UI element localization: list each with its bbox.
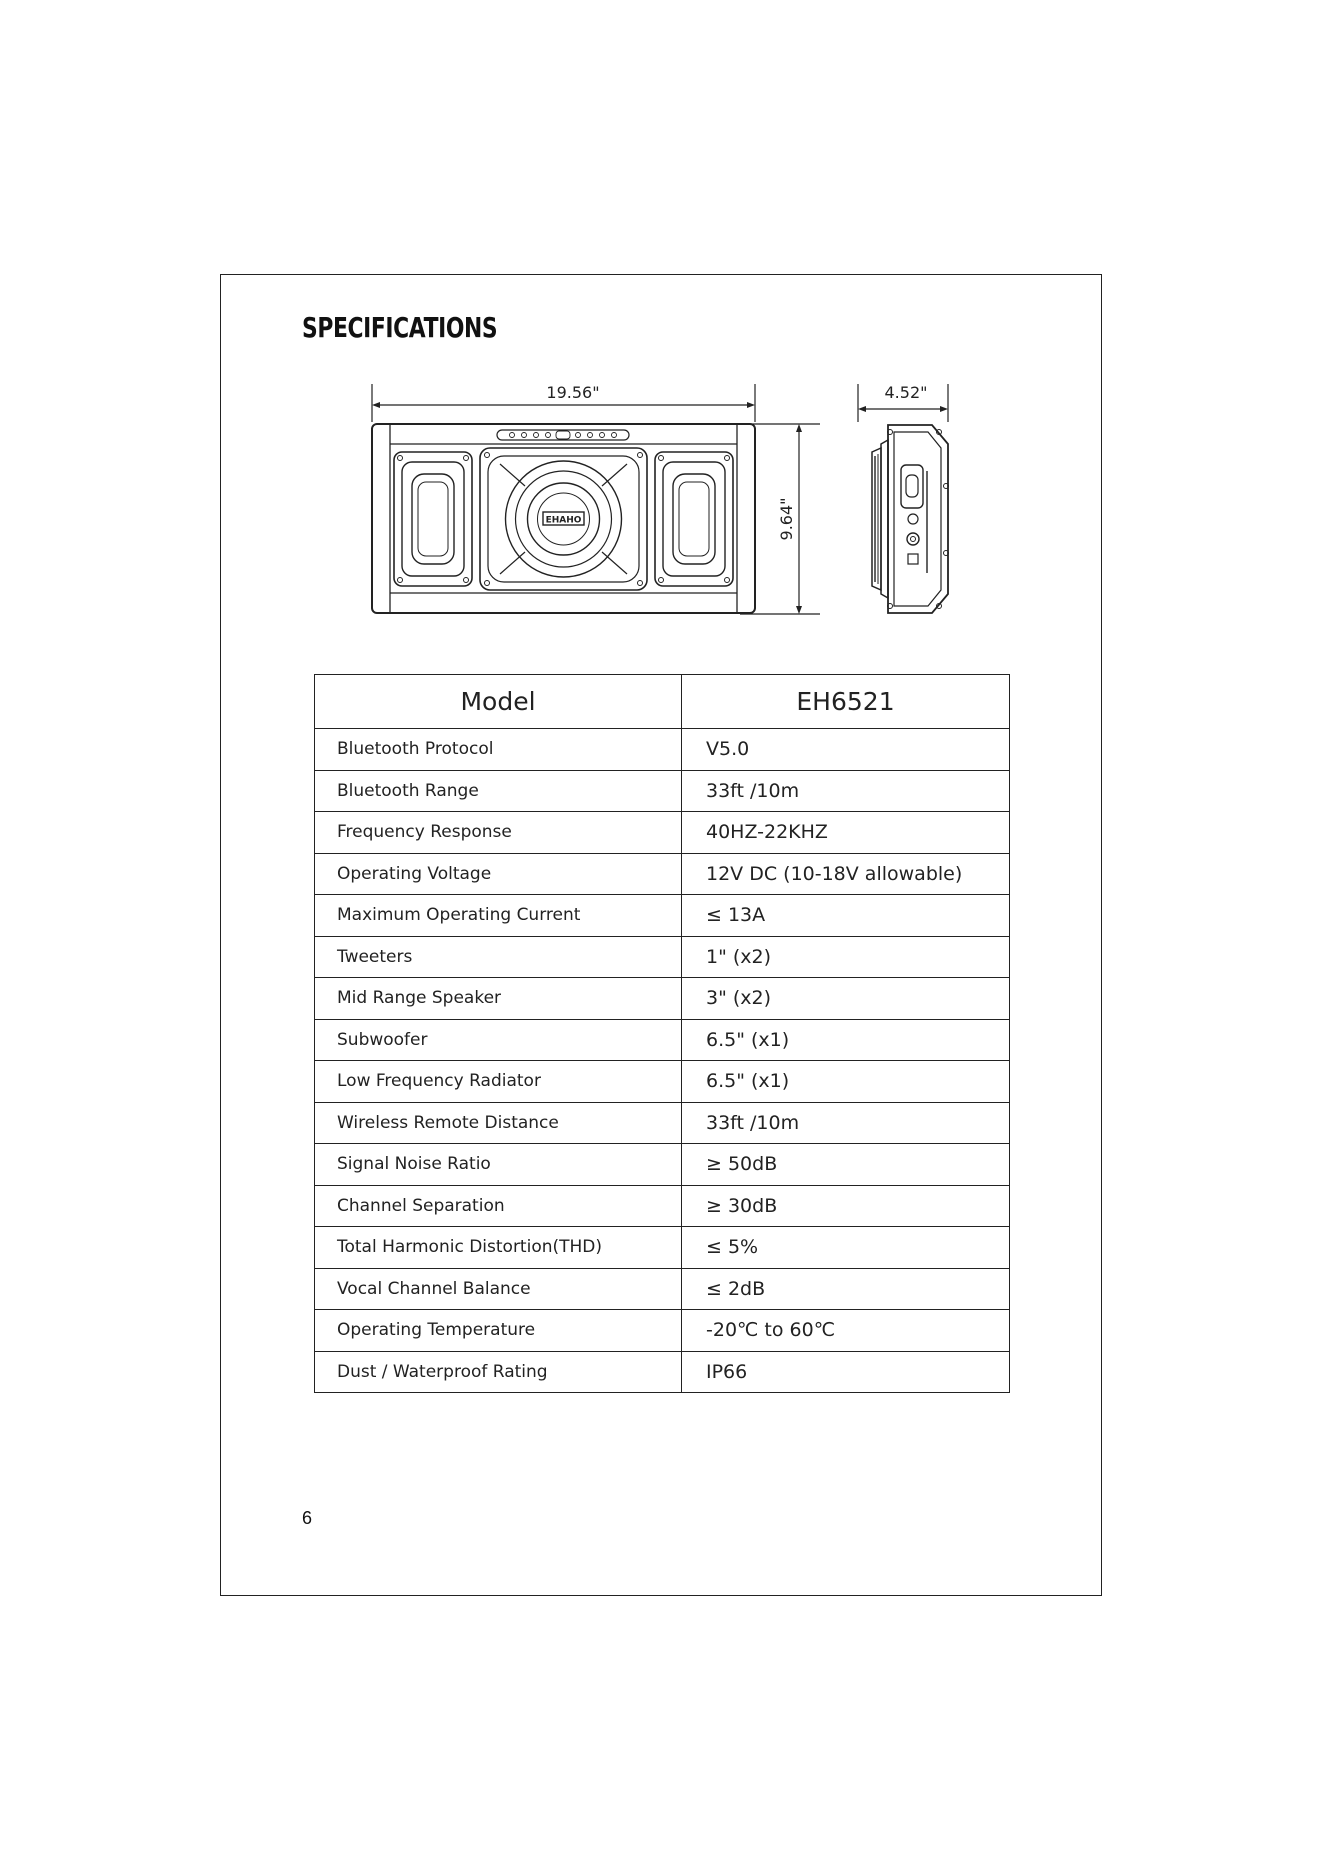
spec-value: ≤ 2dB xyxy=(682,1268,1010,1310)
spec-label: Wireless Remote Distance xyxy=(315,1102,682,1144)
model-header-label: Model xyxy=(315,675,682,729)
table-row xyxy=(315,729,1010,771)
speaker-logo: EHAHO xyxy=(545,515,582,526)
spec-label: Operating Temperature xyxy=(315,1310,682,1352)
width-label: 19.56" xyxy=(546,383,600,402)
spec-value: 33ft /10m xyxy=(682,1102,1010,1144)
spec-value: IP66 xyxy=(682,1351,1010,1393)
table-row xyxy=(315,936,1010,978)
speaker-dimension-diagram xyxy=(360,378,1000,628)
spec-value: ≤ 5% xyxy=(682,1227,1010,1269)
table-row xyxy=(315,1310,1010,1352)
spec-value: -20℃ to 60℃ xyxy=(682,1310,1010,1352)
table-row xyxy=(315,812,1010,854)
depth-label: 4.52" xyxy=(884,383,928,402)
spec-label: Maximum Operating Current xyxy=(315,895,682,937)
spec-label: Bluetooth Range xyxy=(315,770,682,812)
model-header-value: EH6521 xyxy=(682,675,1010,729)
table-row xyxy=(315,1268,1010,1310)
table-row xyxy=(315,1185,1010,1227)
spec-label: Low Frequency Radiator xyxy=(315,1061,682,1103)
table-row xyxy=(315,770,1010,812)
table-row xyxy=(315,978,1010,1020)
spec-label: Subwoofer xyxy=(315,1019,682,1061)
spec-label: Signal Noise Ratio xyxy=(315,1144,682,1186)
spec-value: ≤ 13A xyxy=(682,895,1010,937)
spec-value: 3" (x2) xyxy=(682,978,1010,1020)
spec-value: V5.0 xyxy=(682,729,1010,771)
page-number: 6 xyxy=(302,1508,313,1528)
spec-label: Operating Voltage xyxy=(315,853,682,895)
speaker-side-view xyxy=(872,425,949,613)
table-row xyxy=(315,1144,1010,1186)
spec-value: 6.5" (x1) xyxy=(682,1019,1010,1061)
spec-label: Total Harmonic Distortion(THD) xyxy=(315,1227,682,1269)
table-row xyxy=(315,1019,1010,1061)
spec-label: Frequency Response xyxy=(315,812,682,854)
height-label: 9.64" xyxy=(777,497,796,541)
spec-value: 12V DC (10-18V allowable) xyxy=(682,853,1010,895)
spec-value: 1" (x2) xyxy=(682,936,1010,978)
spec-label: Dust / Waterproof Rating xyxy=(315,1351,682,1393)
spec-value: ≥ 30dB xyxy=(682,1185,1010,1227)
specifications-table xyxy=(314,674,1010,1393)
table-row xyxy=(315,853,1010,895)
spec-value: 6.5" (x1) xyxy=(682,1061,1010,1103)
spec-label: Tweeters xyxy=(315,936,682,978)
table-row xyxy=(315,1351,1010,1393)
table-row xyxy=(315,1102,1010,1144)
table-row xyxy=(315,1227,1010,1269)
spec-label: Vocal Channel Balance xyxy=(315,1268,682,1310)
table-header-row xyxy=(315,675,1010,729)
spec-value: ≥ 50dB xyxy=(682,1144,1010,1186)
table-row xyxy=(315,1061,1010,1103)
spec-label: Channel Separation xyxy=(315,1185,682,1227)
spec-value: 33ft /10m xyxy=(682,770,1010,812)
spec-label: Mid Range Speaker xyxy=(315,978,682,1020)
spec-value: 40HZ-22KHZ xyxy=(682,812,1010,854)
table-row xyxy=(315,895,1010,937)
spec-label: Bluetooth Protocol xyxy=(315,729,682,771)
page-title: SPECIFICATIONS xyxy=(302,311,498,344)
